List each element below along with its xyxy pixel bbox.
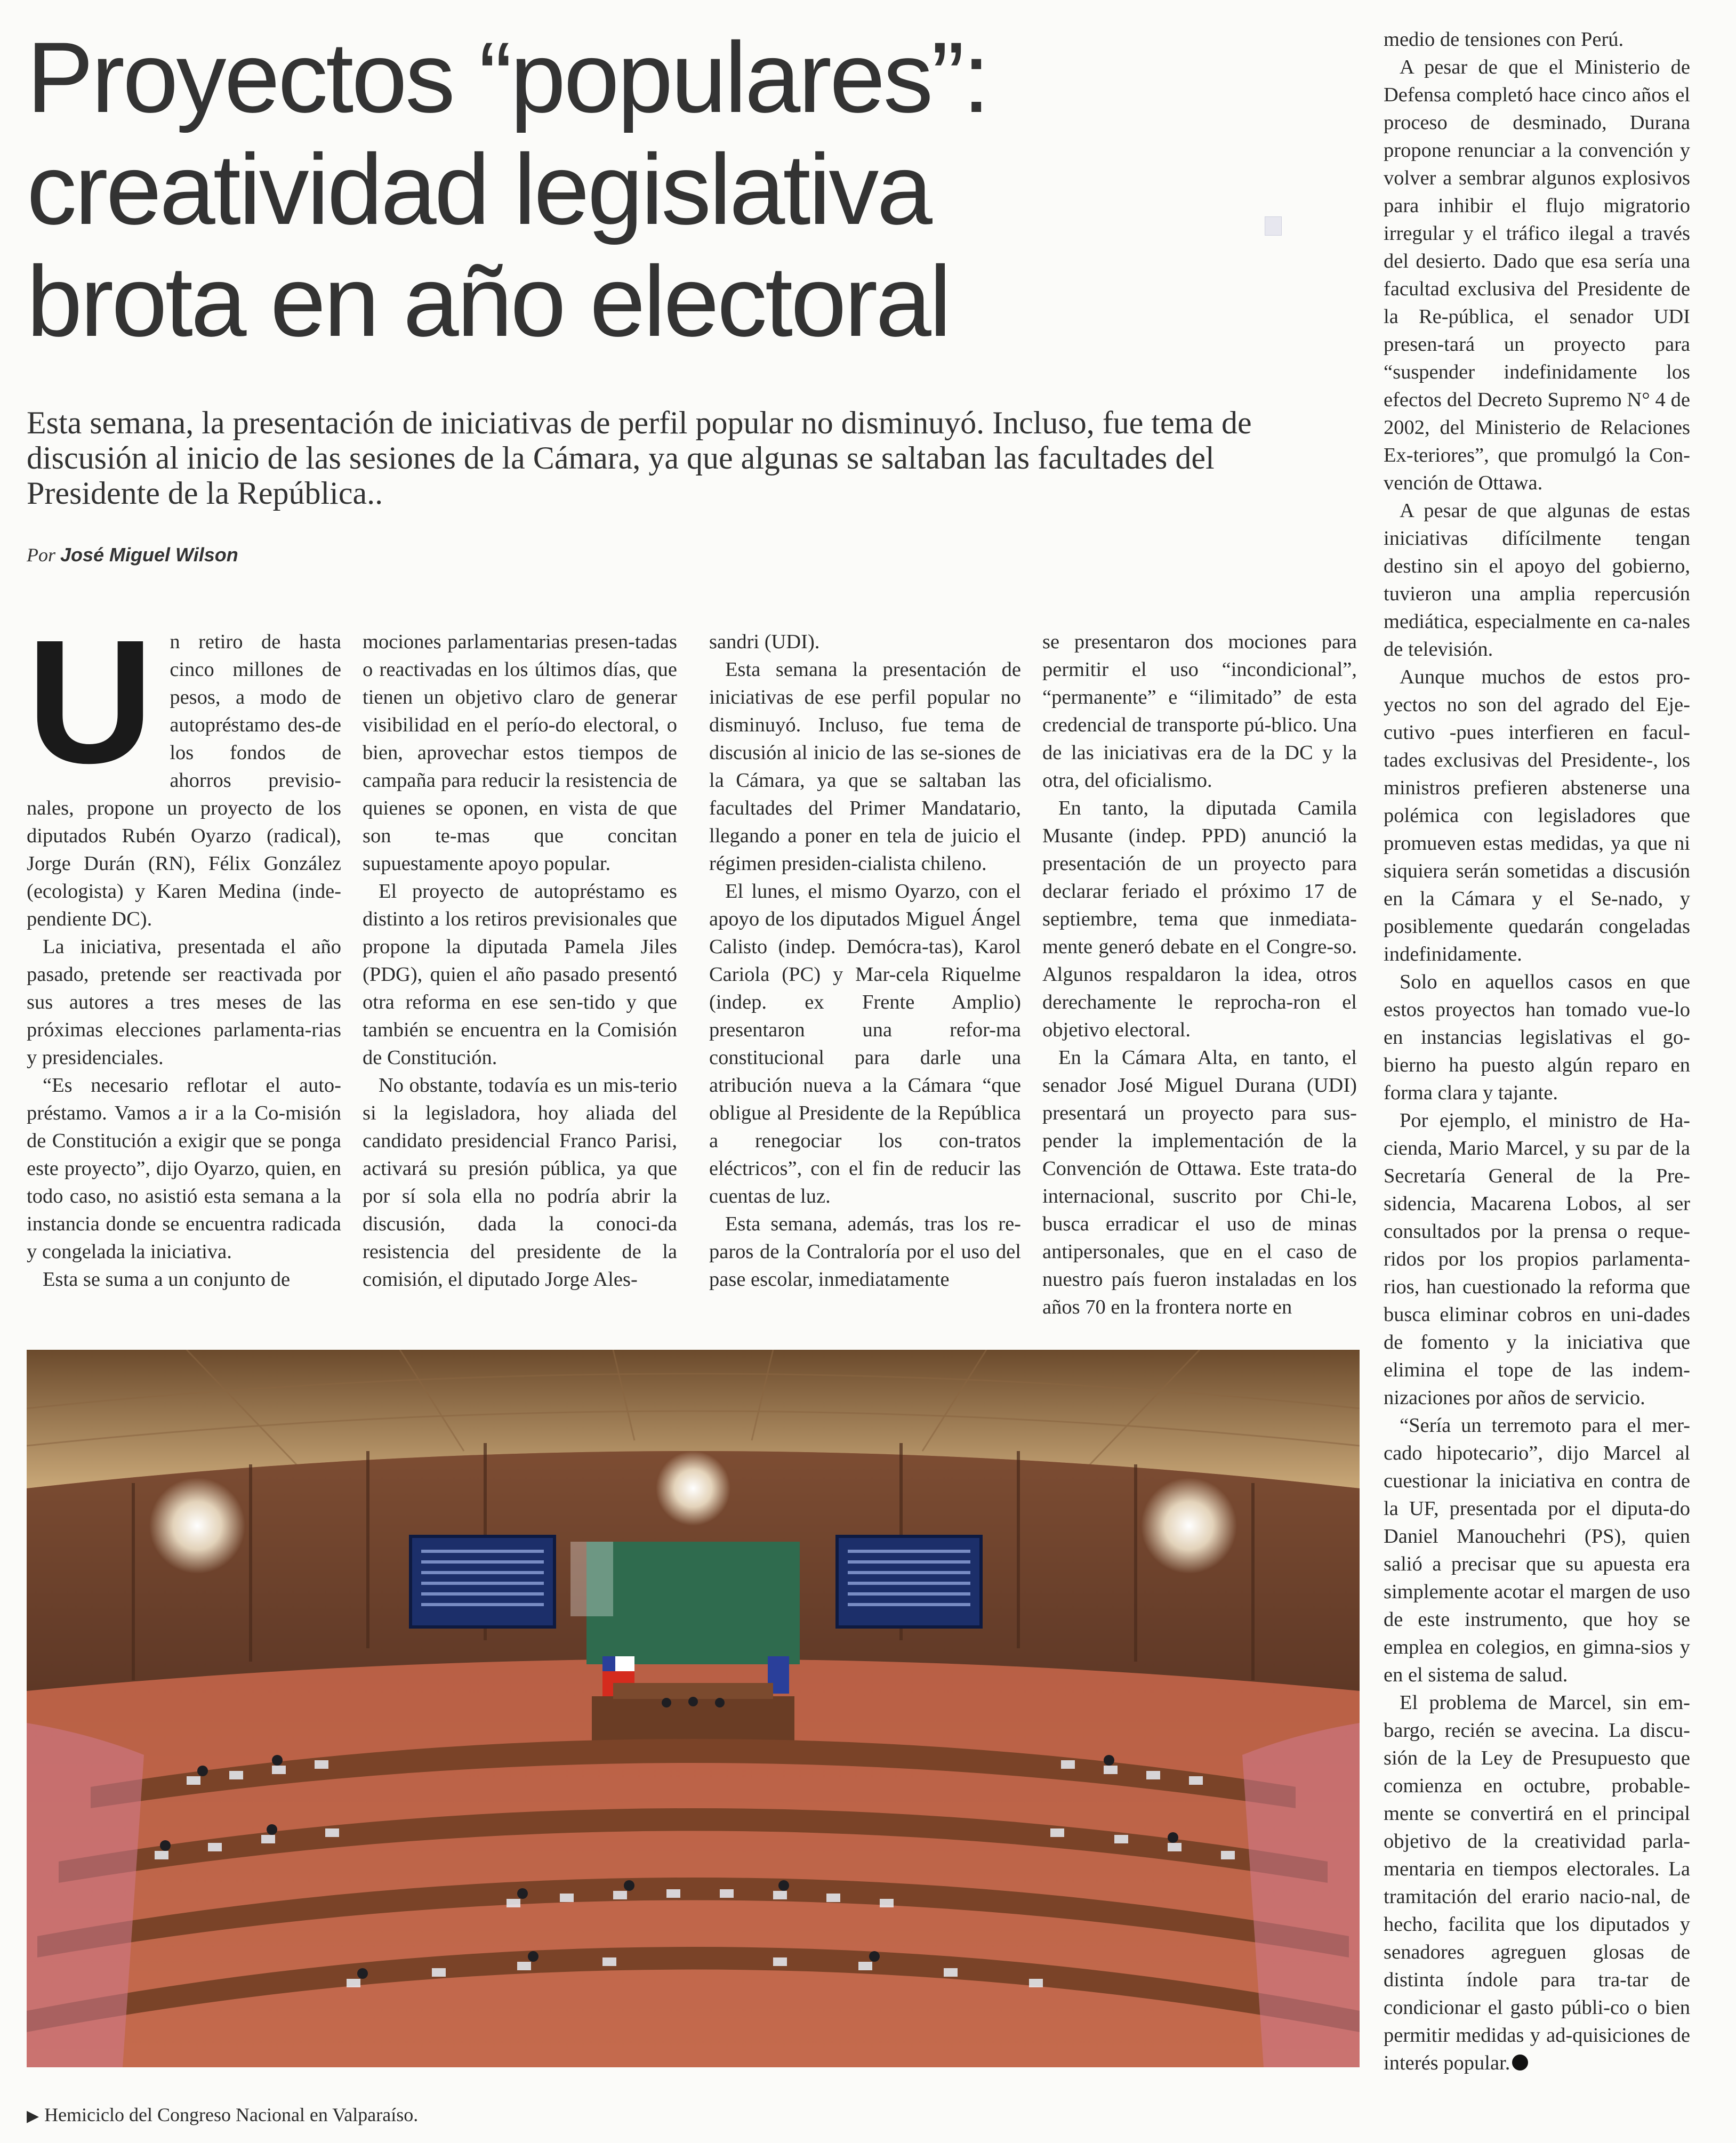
caption-arrow-icon: ▶ [27,2107,39,2125]
paragraph: El lunes, el mismo Oyarzo, con el apoyo de los diputados Miguel Ángel Calisto (indep. Demócra-tas), Karol Cariola (PC) y Mar-cela Riquelme (indep. ex Frente Amplio) presentaron una refor-ma constitucional para darle una atribución nueva a la Cámara “que obligue al Presidente de la República a renegociar los con-tratos eléctricos”, con el fin de reducir las cuentas de luz. [709,880,1021,1207]
paragraph: A pesar de que el Ministerio de Defensa completó hace cinco años el proceso de desminado, Durana propone renunciar a la convención y volver a sembrar algunos explosivos para inhibir el flujo migratorio irregular y el tráfico ilegal a través del desierto. Dado que esa sería una facultad exclusiva del Presidente de la Re-pública, el senador UDI presen-tará un proyecto para “suspender indefinidamente los efectos del Decreto Supremo N° 4 de 2002, del Ministerio de Relaciones Ex-teriores”, que promulgó la Con-vención de Ottawa. [1384,56,1690,494]
note-marker-icon [1265,216,1282,236]
paragraph: Un retiro de hasta cinco millones de pesos, a modo de autopréstamo des-de los fondos de ahorros previsio-nales, propone un proyecto de los diputados Rubén Oyarzo (radical), Jorge Durán (RN), Félix González (ecologista) y Karen Medina (inde-pendiente DC). [27,628,341,930]
paragraph: A pesar de que algunas de estas iniciativas difícilmente tengan destino sin el apoyo del gobierno, tuvieron una amplia repercusión mediática, especialmente en ca-nales de televisión. [1384,500,1690,660]
chamber-photo [27,1350,1360,2067]
paragraph: La iniciativa, presentada el año pasado, pretende ser reactivada por sus autores a tres meses de las próximas elecciones parlamenta-rias y presidenciales. [27,936,341,1069]
byline-author: José Miguel Wilson [60,544,238,566]
paragraph: “Sería un terremoto para el mer-cado hipotecario”, dijo Marcel al cuestionar la iniciativa en contra de la UF, presentada por el diputa-do Daniel Manouchehri (PS), quien salió a precisar que su apuesta era simplemente acotar el margen de uso de este instrumento, que hoy se emplea en colegios, en gimna-sios y en el sistema de salud. [1384,1414,1690,1686]
paragraph: medio de tensiones con Perú. [1384,28,1624,51]
end-mark-icon [1512,2055,1528,2071]
paragraph: Aunque muchos de estos pro-yectos no son del agrado del Eje-cutivo -pues interfieren en facul-tades exclusivas del Presidente-, los ministros prefieren abstenerse una polémica con legisladores que promueven estas medidas, ya que ni siquiera serán sometidas a discusión en la Cámara y el Se-nado, y posiblemente quedarán congeladas indefinidamente. [1384,666,1690,965]
drop-cap: U [27,628,154,800]
paragraph: Solo en aquellos casos en que estos proyectos han tomado vue-lo en instancias legislativas el go-bierno ha puesto algún reparo en forma clara y tajante. [1384,971,1690,1104]
paragraph: sandri (UDI). [709,631,820,653]
paragraph: Por ejemplo, el ministro de Ha-cienda, Mario Marcel, y su par de la Secretaría General de la Pre-sidencia, Macarena Lobos, al ser consultados por la prensa o reque-ridos por los propios parlamenta-rios, han cuestionado la reforma que busca eliminar cobros en uni-dades de fomento y la iniciativa que elimina el tope de las indem-nizaciones por años de servicio. [1384,1109,1690,1409]
paragraph: No obstante, todavía es un mis-terio si la legisladora, hoy aliada del candidato presidencial Franco Parisi, activará su presión pública, ya que por sí sola ella no podría abrir la discusión, dada la conoci-da resistencia del presidente de la comisión, el diputado Jorge Ales- [363,1074,677,1291]
headline-line: creatividad legislativa [27,133,930,245]
paragraph: “Es necesario reflotar el auto-préstamo. Vamos a ir a la Co-misión de Constitución a exigir que se ponga este proyecto”, dijo Oyarzo, quien, en todo caso, no asistió esta semana a la instancia donde se encuentra radicada y congelada la iniciativa. [27,1074,341,1263]
headline [27,21,1296,357]
column-4 [1042,628,1357,1332]
paragraph: El problema de Marcel, sin em-bargo, recién se avecina. La discu-sión de la Ley de Presupuesto que comienza en octubre, probable-mente se convertirá en el principal objetivo de la creatividad parla-mentaria en tiempos electorales. La tramitación del erario nacio-nal, de hecho, facilita que los diputados y senadores agreguen glosas de distinta índole para tra-tar de condicionar el gasto públi-co o bien permitir medidas y ad-quisiciones de interés popular. [1384,1691,1690,2074]
column-2 [363,628,677,1332]
headline-line: brota en año electoral [27,245,950,357]
deck: Esta semana, la presentación de iniciativas de perfil popular no disminuyó. Incluso, fue tema de discusión al inicio de las sesiones de la Cámara, ya que algunas se saltaban las facultades del Presidente de la República.. [27,405,1252,511]
byline [27,544,238,566]
photo-caption [27,2104,418,2126]
paragraph: En tanto, la diputada Camila Musante (indep. PPD) anunció la presentación de un proyecto para declarar feriado el próximo 17 de septiembre, tema que inmediata-mente generó debate en el Congre-so. Algunos respaldaron la idea, otros derechamente le reprocha-ron el objetivo electoral. [1042,797,1357,1041]
paragraph: Esta semana la presentación de iniciativas de ese perfil popular no disminuyó. Incluso, fue tema de discusión al inicio de las se-siones de la Cámara, ya que se saltaban las facultades del Primer Mandatario, llegando a poner en tela de juicio el régimen presiden-cialista chileno. [709,658,1021,875]
headline-line: Proyectos “populares”: [27,21,988,133]
paragraph: mociones parlamentarias presen-tadas o reactivadas en los últimos días, que tienen un objetivo claro de generar visibilidad en el perío-do electoral, o bien, aprovechar estos tiempos de campaña para reducir la resistencia de quienes se oponen, en vista de que son te-mas que concitan supuestamente apoyo popular. [363,631,677,875]
byline-prefix: Por [27,544,55,566]
column-1 [27,628,341,1332]
paragraph: El proyecto de autopréstamo es distinto a los retiros previsionales que propone la diputada Pamela Jiles (PDG), quien el año pasado presentó otra reforma en ese sen-tido y que también se encuentra en la Comisión de Constitución. [363,880,677,1069]
paragraph: Esta se suma a un conjunto de [43,1268,291,1291]
column-5 [1384,26,1690,2131]
paragraph: Esta semana, además, tras los re-paros de la Contraloría por el uso del pase escolar, inmediatamente [709,1213,1021,1291]
caption-text: Hemiciclo del Congreso Nacional en Valparaíso. [44,2104,419,2125]
column-3 [709,628,1021,1332]
paragraph: En la Cámara Alta, en tanto, el senador José Miguel Durana (UDI) presentará un proyecto para sus-pender la implementación de la Convención de Ottawa. Este trata-do internacional, suscrito por Chi-le, busca erradicar el uso de minas antipersonales, que en el caso de nuestro país fueron instaladas en los años 70 en la frontera norte en [1042,1046,1357,1318]
paragraph: se presentaron dos mociones para permitir el uso “incondicional”, “permanente” e “ilimitado” de esta credencial de transporte pú-blico. Una de las iniciativas era de la DC y la otra, del oficialismo. [1042,631,1357,792]
